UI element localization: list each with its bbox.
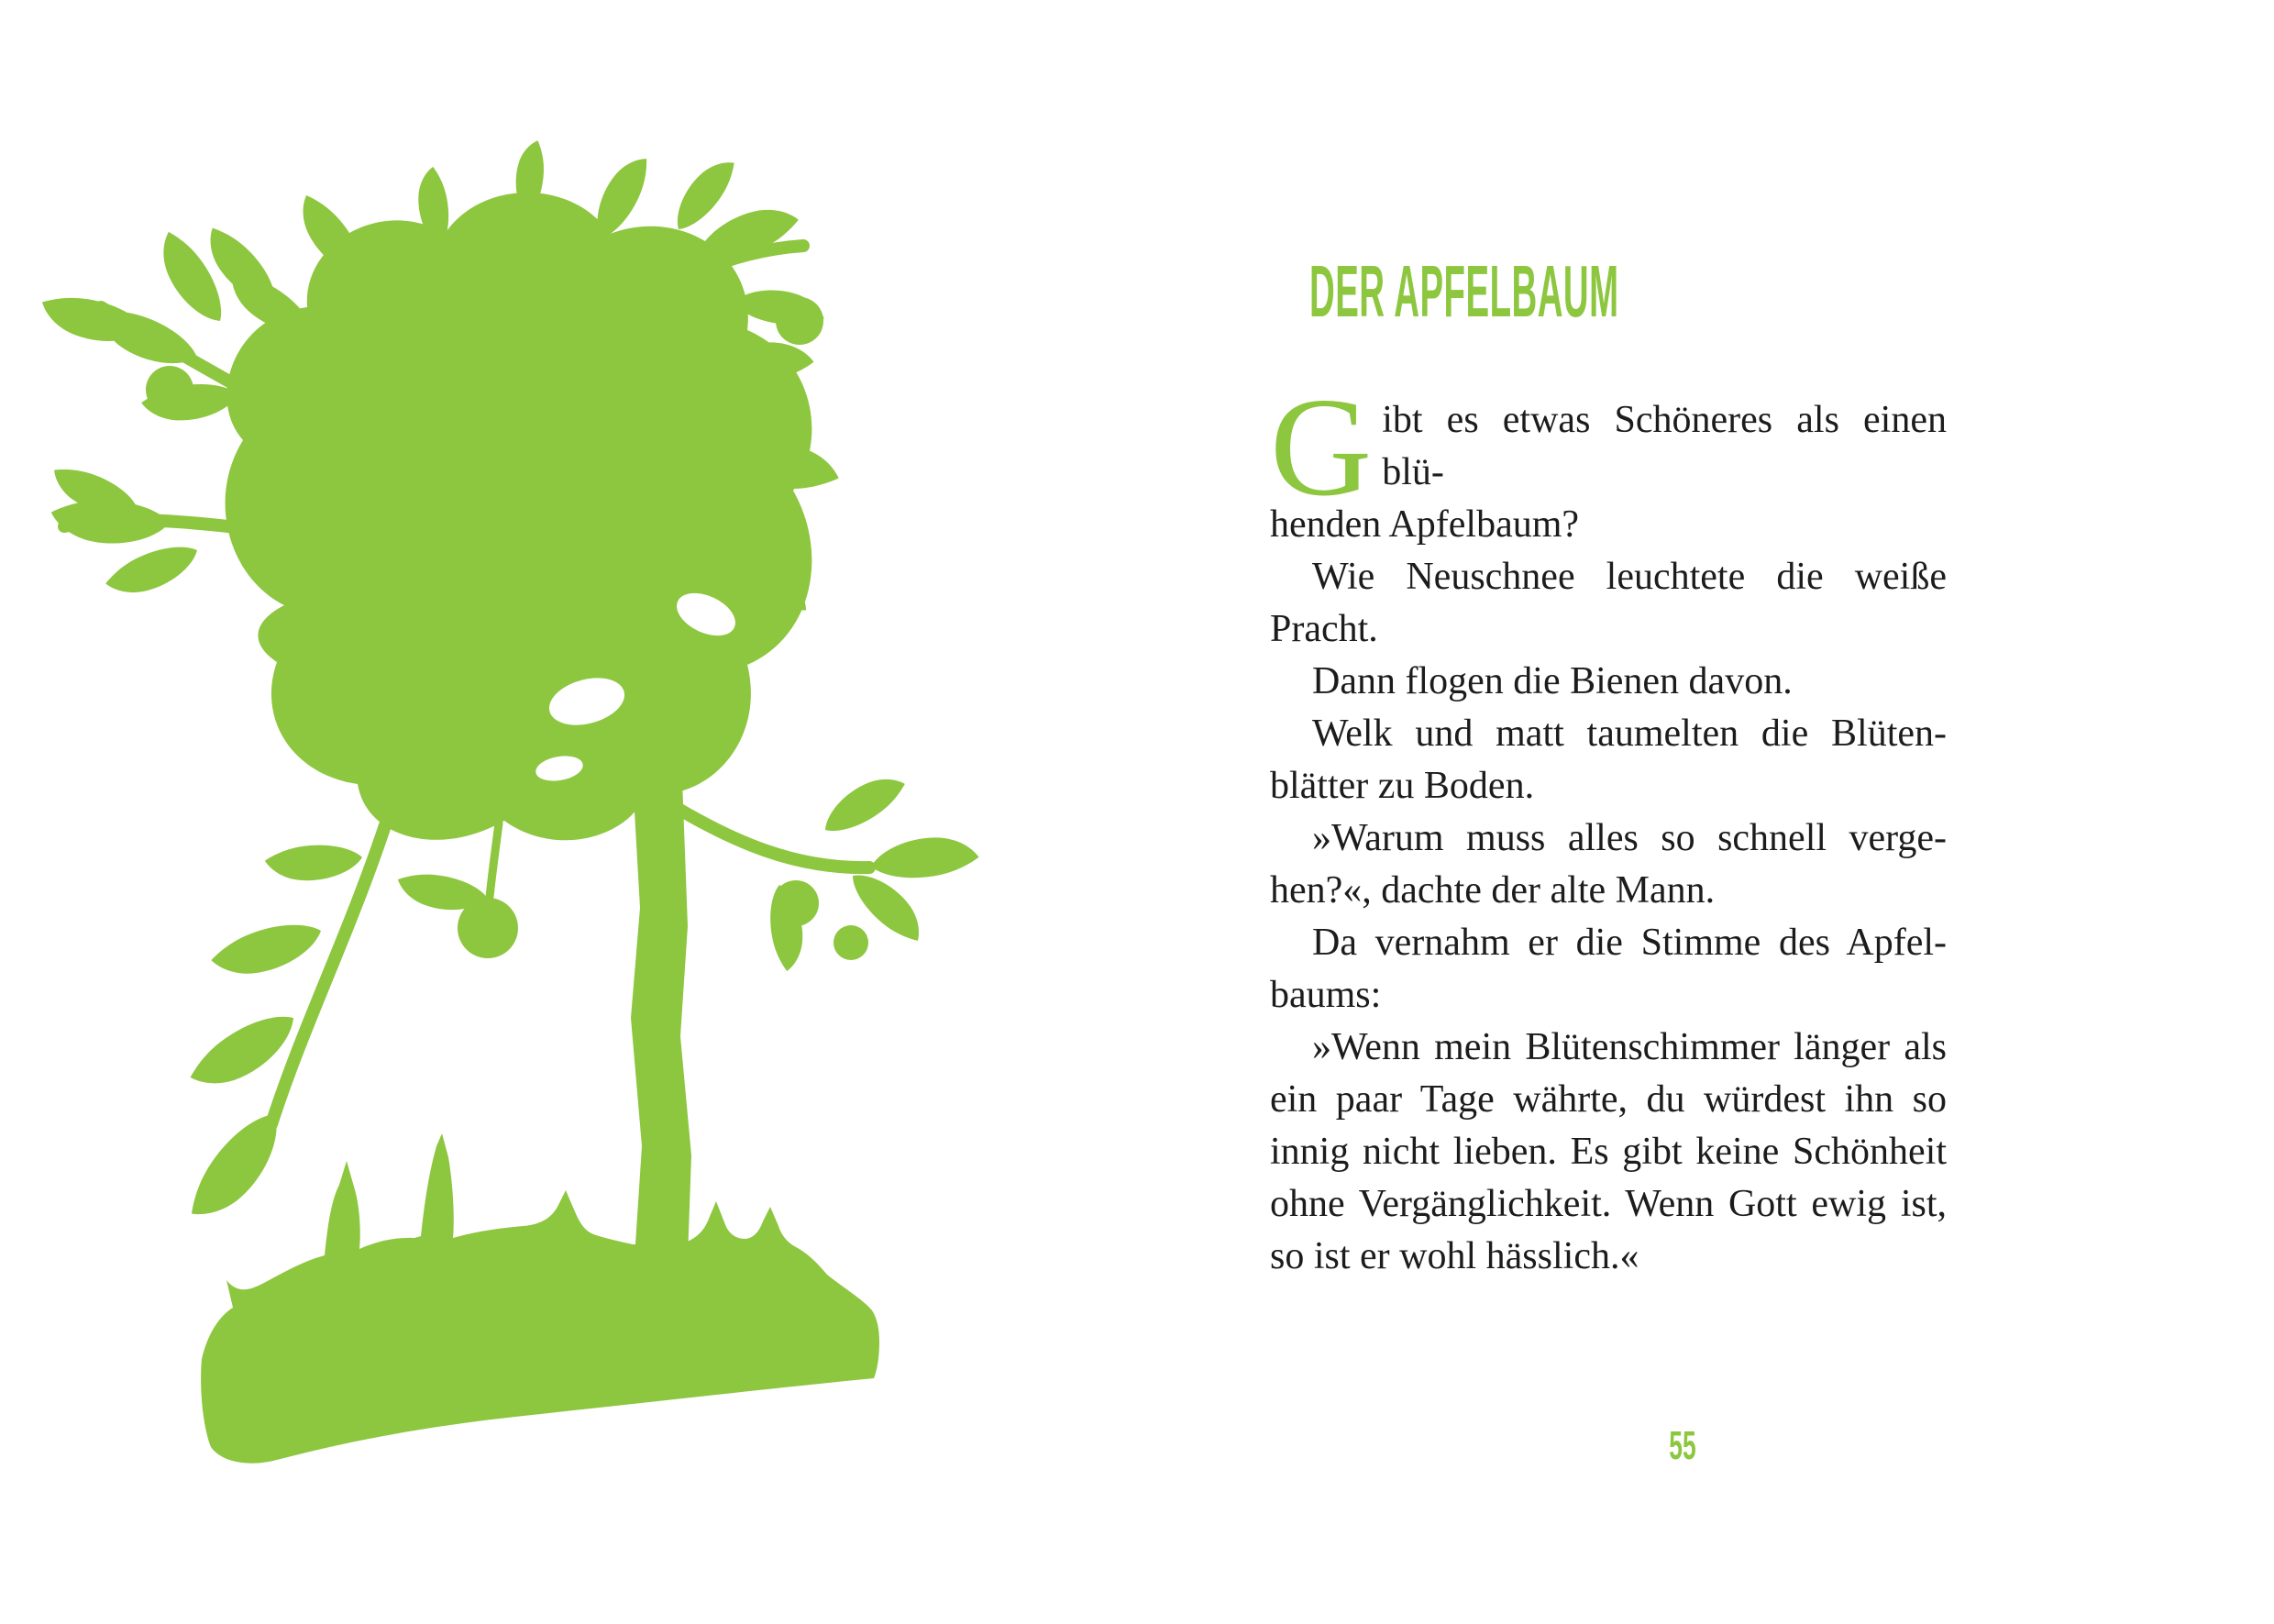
paragraph bbox=[1270, 708, 1947, 812]
paragraph bbox=[1270, 551, 1947, 656]
drop-cap: G bbox=[1270, 370, 1373, 525]
leaf-cluster-left bbox=[46, 458, 204, 603]
paragraph bbox=[1270, 370, 1947, 551]
text-line: »Warum muss alles so schnell verge- bbox=[1312, 817, 1947, 859]
paragraph bbox=[1270, 917, 1947, 1022]
story-text bbox=[1270, 370, 1947, 1283]
text-line: baums: bbox=[1270, 974, 1382, 1016]
text-line: Da vernahm er die Stimme des Apfel- bbox=[1312, 922, 1947, 964]
page-number: 55 bbox=[1669, 1423, 1696, 1468]
tree-canopy bbox=[226, 193, 812, 840]
text-line: blätter zu Boden. bbox=[1270, 765, 1535, 807]
tree-silhouette bbox=[36, 138, 980, 1464]
text-line: ibt es etwas Schöneres als einen blü- bbox=[1382, 399, 1947, 493]
paragraph bbox=[1270, 812, 1947, 917]
text-line: so ist er wohl hässlich.« bbox=[1270, 1235, 1639, 1277]
text-line: innig nicht lieben. Es gibt keine Schönheit bbox=[1270, 1131, 1947, 1173]
text-line: ohne Vergänglichkeit. Wenn Gott ewig ist, bbox=[1270, 1183, 1947, 1225]
text-line: Welk und matt taumelten die Blüten- bbox=[1312, 713, 1947, 755]
text-line: Wie Neuschnee leuchtete die weiße bbox=[1312, 556, 1947, 598]
apple-stem bbox=[490, 823, 499, 897]
text-line: hen?«, dachte der alte Mann. bbox=[1270, 869, 1716, 911]
text-line: Pracht. bbox=[1270, 608, 1378, 650]
grass-mound bbox=[201, 1133, 879, 1464]
text-line: henden Apfelbaum? bbox=[1270, 503, 1580, 546]
leaf-cluster-lower-left bbox=[178, 844, 363, 1232]
text-line: »Wenn mein Blütenschimmer länger als bbox=[1312, 1026, 1947, 1068]
text-line: Dann flogen die Bienen davon. bbox=[1312, 660, 1793, 702]
page-title: DER APFELBAUM bbox=[1309, 250, 1619, 332]
paragraph bbox=[1270, 1022, 1947, 1283]
tree-trunk bbox=[631, 779, 691, 1258]
text-line: ein paar Tage währte, du würdest ihn so bbox=[1270, 1078, 1947, 1121]
paragraph bbox=[1270, 656, 1947, 708]
